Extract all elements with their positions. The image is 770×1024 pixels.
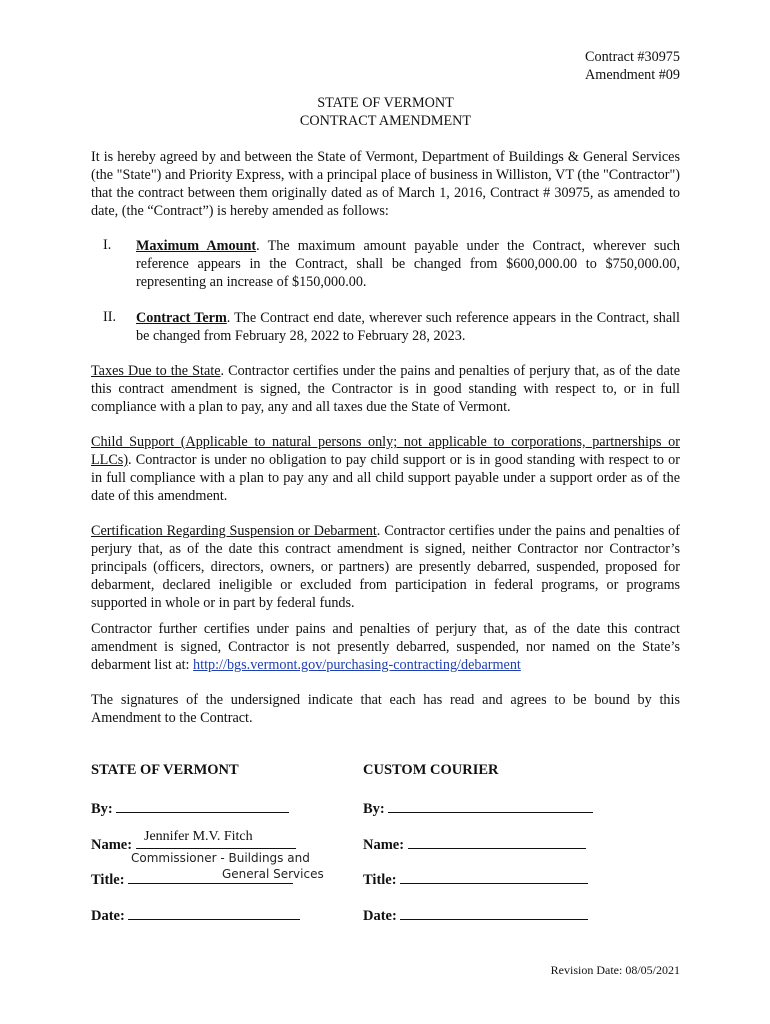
child-support-heading: Child Support (Applicable to natural persons only; not applicable to corporations, partnerships or LLCs) [91,434,680,468]
child-support-text: . Contractor is under no obligation to pay child support or is in good standing with respect to or in full compliance with a plan to pay any and all child support payable under a support order as of the date of this amendment. [91,452,680,504]
title-line-2: CONTRACT AMENDMENT [299,113,472,129]
item-text: . The maximum amount payable under the Contract, wherever such reference appears in the Contract, shall be changed from $600,000.00 to $750,000.00, representing an increase of $150,000.00. [136,238,680,290]
right-date-field [363,905,588,925]
title-label: Title: [363,872,397,888]
date-label: Date: [363,908,397,924]
date-label: Date: [91,908,125,924]
name-label: Name: [91,837,133,853]
by-label: By: [91,801,113,817]
revision-date: Revision Date: 08/05/2021 [550,963,680,977]
further-text: Contractor further certifies under pains and penalties of perjury that, as of the date this contract amendment is signed, Contractor is not presently debarred, suspended, nor named on the State’s debarment list at: [91,621,680,673]
left-by-field [91,798,289,818]
title-label: Title: [91,872,125,888]
document-title [91,94,680,130]
left-date-field [91,905,300,925]
signature-line[interactable] [388,798,593,813]
item-number: I. [103,237,112,253]
debarment-paragraph [91,522,680,612]
right-party-label: CUSTOM COURIER [363,762,499,778]
taxes-paragraph [91,362,680,416]
title-line-1: STATE OF VERMONT [317,95,454,111]
signature-line[interactable] [116,798,289,813]
contract-number: Contract #30975 [585,49,680,65]
item-heading: Contract Term [136,310,227,326]
item-heading: Maximum Amount [136,238,257,254]
left-title-value-line-2: General Services [222,867,324,881]
left-title-value-line-1: Commissioner - Buildings and [131,851,310,865]
name-line[interactable] [408,834,586,849]
date-line[interactable] [128,905,300,920]
intro-paragraph: It is hereby agreed by and between the State of Vermont, Department of Buildings & General Services (the "State") and Priority Express, with a principal place of business in Williston, VT (the "Contractor") that the contract between them originally dated as of March 1, 2016, Contract # 30975, as amended to date, (the “Contract”) is hereby amended as follows: [91,149,680,219]
taxes-text: . Contractor certifies under the pains and penalties of perjury that, as of the date this contract amendment is signed, the Contractor is in good standing with respect to, or in full compliance with a plan to pay, any and all taxes due the State of Vermont. [91,363,680,415]
further-certification-paragraph [91,620,680,674]
title-line[interactable] [400,869,588,884]
debarment-list-link[interactable]: http://bgs.vermont.gov/purchasing-contracting/debarment [193,657,521,673]
amendment-number: Amendment #09 [585,67,680,83]
item-text: . The Contract end date, wherever such reference appears in the Contract, shall be changed from February 28, 2022 to February 28, 2023. [136,310,680,344]
name-label: Name: [363,837,405,853]
contract-header [585,48,680,84]
child-support-paragraph [91,433,680,505]
left-party-label: STATE OF VERMONT [91,762,239,778]
right-name-field [363,834,586,854]
left-name-value: Jennifer M.V. Fitch [144,829,253,844]
debarment-heading: Certification Regarding Suspension or Debarment [91,523,377,539]
date-line[interactable] [400,905,588,920]
right-by-field [363,798,593,818]
by-label: By: [363,801,385,817]
item-number: II. [103,309,116,325]
item-contract-term [136,309,680,345]
debarment-text: . Contractor certifies under the pains and penalties of perjury that, as of the date this contract amendment is signed, neither Contractor nor Contractor’s principals (officers, directors, owners, or partners) are presently debarred, suspended, proposed for debarment, declared ineligible or excluded from participation in federal programs, or programs supported in whole or in part by federal funds. [91,523,680,611]
right-title-field [363,869,588,889]
item-maximum-amount [136,237,680,291]
closing-paragraph: The signatures of the undersigned indicate that each has read and agrees to be bound by this Amendment to the Contract. [91,692,680,726]
taxes-heading: Taxes Due to the State [91,363,221,379]
